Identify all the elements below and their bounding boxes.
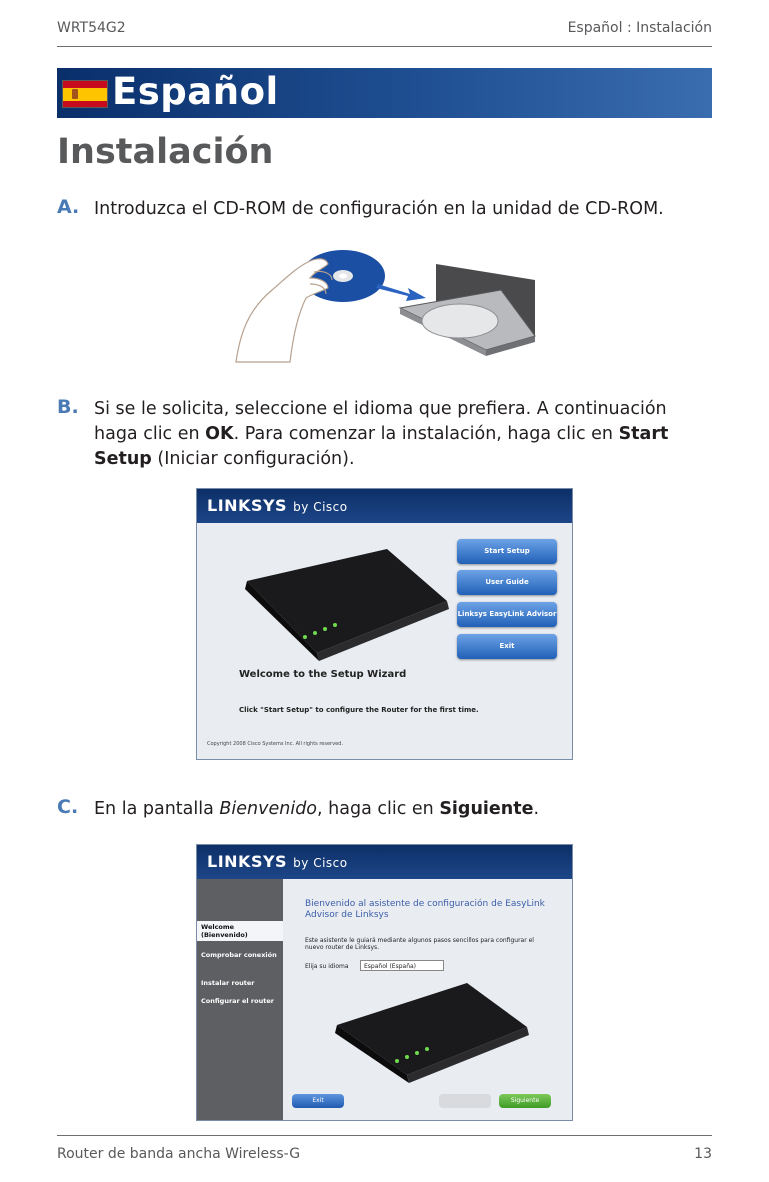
easylink-advisor-button[interactable]: Linksys EasyLink Advisor xyxy=(457,602,557,627)
wizard-sidebar xyxy=(197,879,283,1120)
language-label: Elija su idioma xyxy=(305,963,349,970)
sidebar-item-install-router[interactable]: Instalar router xyxy=(201,979,255,987)
step-b-text: Si se le solicita, seleccione el idioma que prefiera. A continuación haga clic en OK. Para comenzar la instalación, haga clic en Start Setup (Iniciar configuración). xyxy=(94,399,669,469)
step-a-text: Introduzca el CD-ROM de configuración en la unidad de CD-ROM. xyxy=(94,199,664,219)
welcome-heading: Welcome to the Setup Wizard xyxy=(239,669,407,680)
cd-drive-icon xyxy=(400,264,535,356)
spain-flag-icon xyxy=(62,80,108,108)
running-header-section: Español : Instalación xyxy=(567,20,712,36)
user-guide-button[interactable]: User Guide xyxy=(457,570,557,595)
router-image xyxy=(227,541,457,661)
footer-product: Router de banda ancha Wireless-G xyxy=(57,1146,301,1162)
banner-title: Español xyxy=(112,70,279,113)
next-button[interactable]: Siguiente xyxy=(499,1094,551,1108)
step-a-letter: A. xyxy=(57,196,80,218)
start-setup-button[interactable]: Start Setup xyxy=(457,539,557,564)
linksys-logo: LINKSYS by Cisco xyxy=(207,852,348,871)
running-header-model: WRT54G2 xyxy=(57,20,126,36)
cd-insertion-illustration xyxy=(228,238,548,363)
exit-button[interactable]: Exit xyxy=(457,634,557,659)
back-button[interactable] xyxy=(439,1094,491,1108)
exit-button[interactable]: Exit xyxy=(292,1094,344,1108)
setup-instruction: Click "Start Setup" to configure the Router for the first time. xyxy=(239,706,479,714)
page-number: 13 xyxy=(694,1146,712,1162)
language-select[interactable]: Español (España) xyxy=(360,960,444,971)
wizard-description: Este asistente le guiará mediante algunos pasos sencillos para configurar el nuevo router de Linksys. xyxy=(305,937,534,951)
easylink-wizard-screenshot xyxy=(196,844,573,1121)
step-c-letter: C. xyxy=(57,796,79,818)
step-b-letter: B. xyxy=(57,396,79,418)
sidebar-item-configure-router[interactable]: Configurar el router xyxy=(201,997,274,1005)
router-image xyxy=(327,975,537,1085)
page-title: Instalación xyxy=(57,132,274,172)
wizard-title: Bienvenido al asistente de configuración de EasyLink Advisor de Linksys xyxy=(305,899,545,920)
linksys-header-bar xyxy=(197,845,572,879)
arrow-icon xyxy=(376,284,426,301)
linksys-logo: LINKSYS by Cisco xyxy=(207,496,348,515)
linksys-header-bar xyxy=(197,489,572,523)
sidebar-item-welcome[interactable]: Welcome (Bienvenido) xyxy=(197,921,283,941)
header-rule xyxy=(57,46,712,47)
copyright: Copyright 2008 Cisco Systems Inc. All rights reserved. xyxy=(207,741,343,747)
language-banner xyxy=(57,68,712,118)
sidebar-item-check-connection[interactable]: Comprobar conexión xyxy=(201,951,277,959)
footer-rule xyxy=(57,1135,712,1136)
step-c-text: En la pantalla Bienvenido, haga clic en Siguiente. xyxy=(94,799,540,819)
setup-wizard-screenshot xyxy=(196,488,573,760)
